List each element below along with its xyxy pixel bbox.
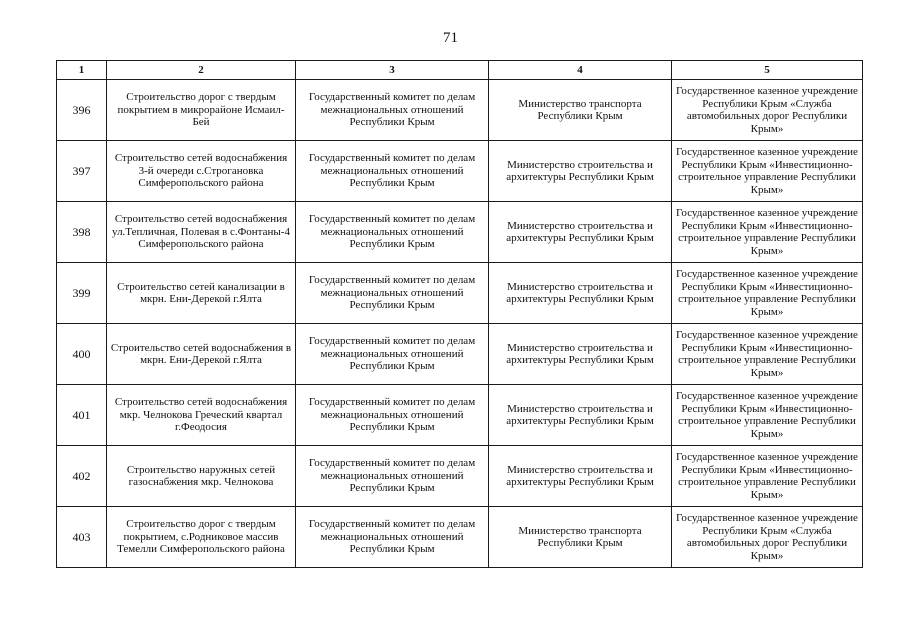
- ministry-cell: Министерство строительства и архитектуры Республики Крым: [489, 141, 672, 202]
- column-header-1: 1: [57, 61, 107, 80]
- column-header-2: 2: [107, 61, 296, 80]
- executor-cell: Государственное казенное учреждение Республики Крым «Служба автомобильных дорог Республики Крым»: [672, 507, 863, 568]
- customer-cell: Государственный комитет по делам межнациональных отношений Республики Крым: [296, 446, 489, 507]
- row-number: 398: [57, 202, 107, 263]
- customer-cell: Государственный комитет по делам межнациональных отношений Республики Крым: [296, 324, 489, 385]
- row-number: 402: [57, 446, 107, 507]
- table-row: [57, 202, 863, 263]
- table-row: [57, 385, 863, 446]
- customer-cell: Государственный комитет по делам межнациональных отношений Республики Крым: [296, 385, 489, 446]
- page-number: 71: [443, 30, 458, 46]
- column-header-4: 4: [489, 61, 672, 80]
- column-header-5: 5: [672, 61, 863, 80]
- row-number: 400: [57, 324, 107, 385]
- row-number: 399: [57, 263, 107, 324]
- object-name-cell: Строительство сетей водоснабжения мкр. Челнокова Греческий квартал г.Феодосия: [107, 385, 296, 446]
- ministry-cell: Министерство транспорта Республики Крым: [489, 80, 672, 141]
- customer-cell: Государственный комитет по делам межнациональных отношений Республики Крым: [296, 202, 489, 263]
- column-header-3: 3: [296, 61, 489, 80]
- table-row: [57, 141, 863, 202]
- executor-cell: Государственное казенное учреждение Республики Крым «Инвестиционно-строительное управление Республики Крым»: [672, 263, 863, 324]
- executor-cell: Государственное казенное учреждение Республики Крым «Служба автомобильных дорог Республики Крым»: [672, 80, 863, 141]
- ministry-cell: Министерство строительства и архитектуры Республики Крым: [489, 263, 672, 324]
- executor-cell: Государственное казенное учреждение Республики Крым «Инвестиционно-строительное управление Республики Крым»: [672, 141, 863, 202]
- ministry-cell: Министерство транспорта Республики Крым: [489, 507, 672, 568]
- objects-table: [56, 60, 863, 568]
- executor-cell: Государственное казенное учреждение Республики Крым «Инвестиционно-строительное управление Республики Крым»: [672, 324, 863, 385]
- executor-cell: Государственное казенное учреждение Республики Крым «Инвестиционно-строительное управление Республики Крым»: [672, 446, 863, 507]
- object-name-cell: Строительство дорог с твердым покрытием в микрорайоне Исмаил-Бей: [107, 80, 296, 141]
- object-name-cell: Строительство сетей водоснабжения 3-й очереди с.Строгановка Симферопольского района: [107, 141, 296, 202]
- customer-cell: Государственный комитет по делам межнациональных отношений Республики Крым: [296, 263, 489, 324]
- table-row: [57, 507, 863, 568]
- customer-cell: Государственный комитет по делам межнациональных отношений Республики Крым: [296, 80, 489, 141]
- ministry-cell: Министерство строительства и архитектуры Республики Крым: [489, 446, 672, 507]
- table-row: [57, 80, 863, 141]
- ministry-cell: Министерство строительства и архитектуры Республики Крым: [489, 385, 672, 446]
- row-number: 401: [57, 385, 107, 446]
- executor-cell: Государственное казенное учреждение Республики Крым «Инвестиционно-строительное управление Республики Крым»: [672, 385, 863, 446]
- row-number: 403: [57, 507, 107, 568]
- table-header-row: [57, 61, 863, 80]
- table-row: [57, 446, 863, 507]
- object-name-cell: Строительство дорог с твердым покрытием, с.Родниковое массив Темелли Симферопольского района: [107, 507, 296, 568]
- customer-cell: Государственный комитет по делам межнациональных отношений Республики Крым: [296, 507, 489, 568]
- object-name-cell: Строительство сетей водоснабжения в мкрн. Ени-Дерекой г.Ялта: [107, 324, 296, 385]
- object-name-cell: Строительство наружных сетей газоснабжения мкр. Челнокова: [107, 446, 296, 507]
- table-row: [57, 263, 863, 324]
- ministry-cell: Министерство строительства и архитектуры Республики Крым: [489, 202, 672, 263]
- row-number: 397: [57, 141, 107, 202]
- customer-cell: Государственный комитет по делам межнациональных отношений Республики Крым: [296, 141, 489, 202]
- executor-cell: Государственное казенное учреждение Республики Крым «Инвестиционно-строительное управление Республики Крым»: [672, 202, 863, 263]
- object-name-cell: Строительство сетей канализации в мкрн. Ени-Дерекой г.Ялта: [107, 263, 296, 324]
- table-row: [57, 324, 863, 385]
- row-number: 396: [57, 80, 107, 141]
- ministry-cell: Министерство строительства и архитектуры Республики Крым: [489, 324, 672, 385]
- object-name-cell: Строительство сетей водоснабжения ул.Тепличная, Полевая в с.Фонтаны-4 Симферопольского района: [107, 202, 296, 263]
